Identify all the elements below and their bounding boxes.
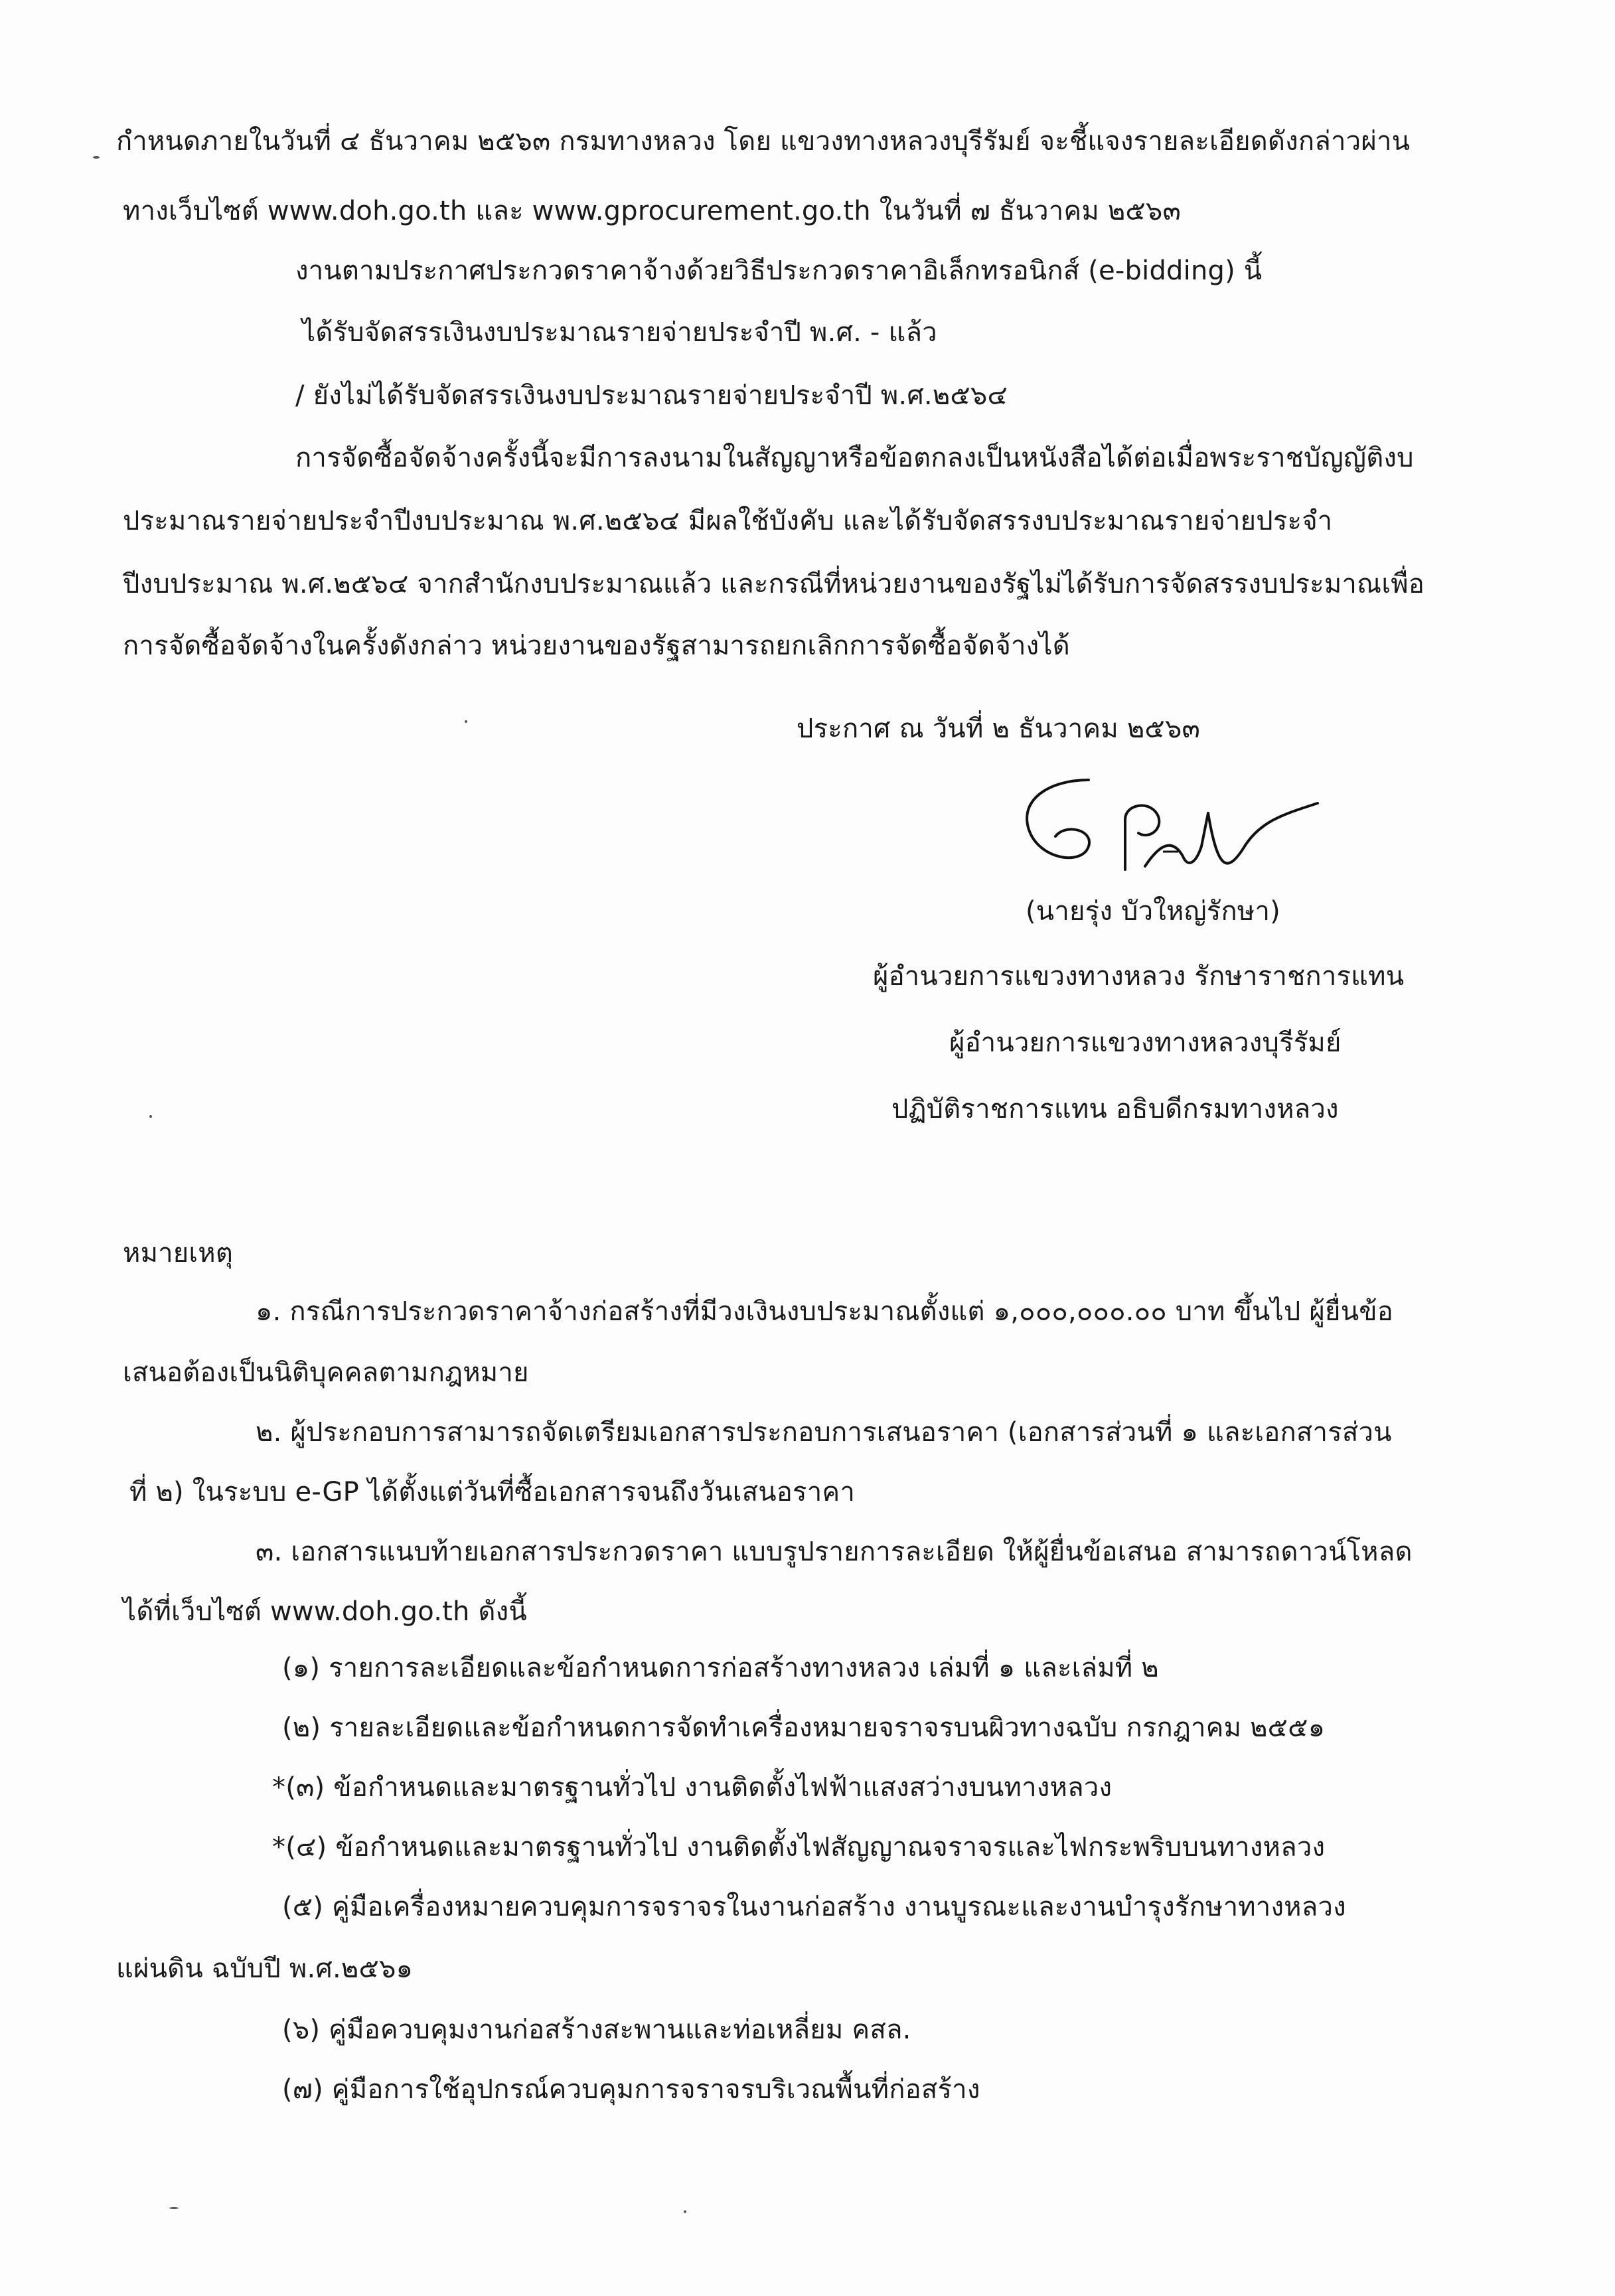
budget-intro: งานตามประกาศประกวดราคาจ้างด้วยวิธีประกวดราคาอิเล็กทรอนิกส์ (e-bidding) นี้ bbox=[295, 256, 1263, 286]
list-item: *(๔) ข้อกำหนดและมาตรฐานทั่วไป งานติดตั้งไฟสัญญาณจราจรและไฟกระพริบบนทางหลวง bbox=[272, 1832, 1326, 1863]
paragraph-2-line-4: การจัดซื้อจัดจ้างในครั้งดังกล่าว หน่วยงานของรัฐสามารถยกเลิกการจัดซื้อจัดจ้างได้ bbox=[123, 631, 1070, 661]
note-2-line-1: ๒. ผู้ประกอบการสามารถจัดเตรียมเอกสารประกอบการเสนอราคา (เอกสารส่วนที่ ๑ และเอกสารส่วน bbox=[256, 1417, 1392, 1448]
notes-heading: หมายเหตุ bbox=[123, 1238, 234, 1268]
list-item: (๖) คู่มือควบคุมงานก่อสร้างสะพานและท่อเหลี่ยม คสล. bbox=[282, 2015, 911, 2045]
list-item: *(๓) ข้อกำหนดและมาตรฐานทั่วไป งานติดตั้งไฟฟ้าแสงสว่างบนทางหลวง bbox=[272, 1772, 1113, 1803]
list-item: (๒) รายละเอียดและข้อกำหนดการจัดทำเครื่องหมายจราจรบนผิวทางฉบับ กรกฎาคม ๒๕๕๑ bbox=[282, 1713, 1326, 1743]
paragraph-2-line-3: ปีงบประมาณ พ.ศ.๒๕๖๔ จากสำนักงบประมาณแล้ว และกรณีที่หน่วยงานของรัฐไม่ได้รับการจัดสรรงบประมาณเพื่อ bbox=[123, 569, 1425, 599]
list-item-continuation: แผ่นดิน ฉบับปี พ.ศ.๒๕๖๑ bbox=[116, 1953, 414, 1984]
scan-speck bbox=[684, 2210, 686, 2213]
signatory-title-1: ผู้อำนวยการแขวงทางหลวง รักษาราชการแทน bbox=[873, 961, 1405, 992]
paragraph-2-line-1: การจัดซื้อจัดจ้างครั้งนี้จะมีการลงนามในสัญญาหรือข้อตกลงเป็นหนังสือได้ต่อเมื่อพระราชบัญญัติงบ bbox=[295, 443, 1414, 473]
list-item: (๗) คู่มือการใช้อุปกรณ์ควบคุมการจราจรบริเวณพื้นที่ก่อสร้าง bbox=[282, 2074, 980, 2105]
scan-speck bbox=[93, 156, 100, 159]
handwritten-signature bbox=[1009, 773, 1321, 886]
note-3-line-1: ๓. เอกสารแนบท้ายเอกสารประกวดราคา แบบรูปรายการละเอียด ให้ผู้ยื่นข้อเสนอ สามารถดาวน์โหลด bbox=[256, 1537, 1413, 1567]
signatory-title-2: ผู้อำนวยการแขวงทางหลวงบุรีรัมย์ bbox=[949, 1028, 1342, 1058]
budget-option-not-received: / ยังไม่ได้รับจัดสรรเงินงบประมาณรายจ่ายประจำปี พ.ศ.๒๕๖๔ bbox=[295, 380, 1008, 411]
scan-speck bbox=[149, 1115, 152, 1118]
note-1-line-2: เสนอต้องเป็นนิติบุคคลตามกฎหมาย bbox=[123, 1357, 529, 1388]
list-item: (๕) คู่มือเครื่องหมายควบคุมการจราจรในงานก่อสร้าง งานบูรณะและงานบำรุงรักษาทางหลวง bbox=[282, 1892, 1346, 1922]
signatory-name: (นายรุ่ง บัวใหญ่รักษา) bbox=[1026, 896, 1280, 927]
budget-option-received: ได้รับจัดสรรเงินงบประมาณรายจ่ายประจำปี พ.ศ. - แล้ว bbox=[302, 317, 937, 348]
signatory-title-3: ปฏิบัติราชการแทน อธิบดีกรมทางหลวง bbox=[891, 1094, 1339, 1124]
announcement-date: ประกาศ ณ วันที่ ๒ ธันวาคม ๒๕๖๓ bbox=[797, 714, 1201, 744]
paragraph-1-line-2: ทางเว็บไซต์ www.doh.go.th และ www.gprocurement.go.th ในวันที่ ๗ ธันวาคม ๒๕๖๓ bbox=[123, 196, 1181, 226]
paragraph-1-line-1: กำหนดภายในวันที่ ๔ ธันวาคม ๒๕๖๓ กรมทางหลวง โดย แขวงทางหลวงบุรีรัมย์ จะชี้แจงรายละเอียดดังกล่าวผ่าน bbox=[116, 126, 1411, 157]
list-item: (๑) รายการละเอียดและข้อกำหนดการก่อสร้างทางหลวง เล่มที่ ๑ และเล่มที่ ๒ bbox=[282, 1653, 1159, 1683]
scan-speck bbox=[169, 2207, 179, 2209]
note-3-line-2: ได้ที่เว็บไซต์ www.doh.go.th ดังนี้ bbox=[123, 1596, 527, 1627]
note-2-line-2: ที่ ๒) ในระบบ e-GP ได้ตั้งแต่วันที่ซื้อเอกสารจนถึงวันเสนอราคา bbox=[129, 1477, 855, 1507]
paragraph-2-line-2: ประมาณรายจ่ายประจำปีงบประมาณ พ.ศ.๒๕๖๔ มีผลใช้บังคับ และได้รับจัดสรรงบประมาณรายจ่ายประจำ bbox=[123, 506, 1333, 536]
note-1-line-1: ๑. กรณีการประกวดราคาจ้างก่อสร้างที่มีวงเงินงบประมาณตั้งแต่ ๑,๐๐๐,๐๐๐.๐๐ บาท ขึ้นไป ผู้ยื่นข้อ bbox=[256, 1296, 1394, 1327]
scan-speck bbox=[465, 720, 467, 723]
